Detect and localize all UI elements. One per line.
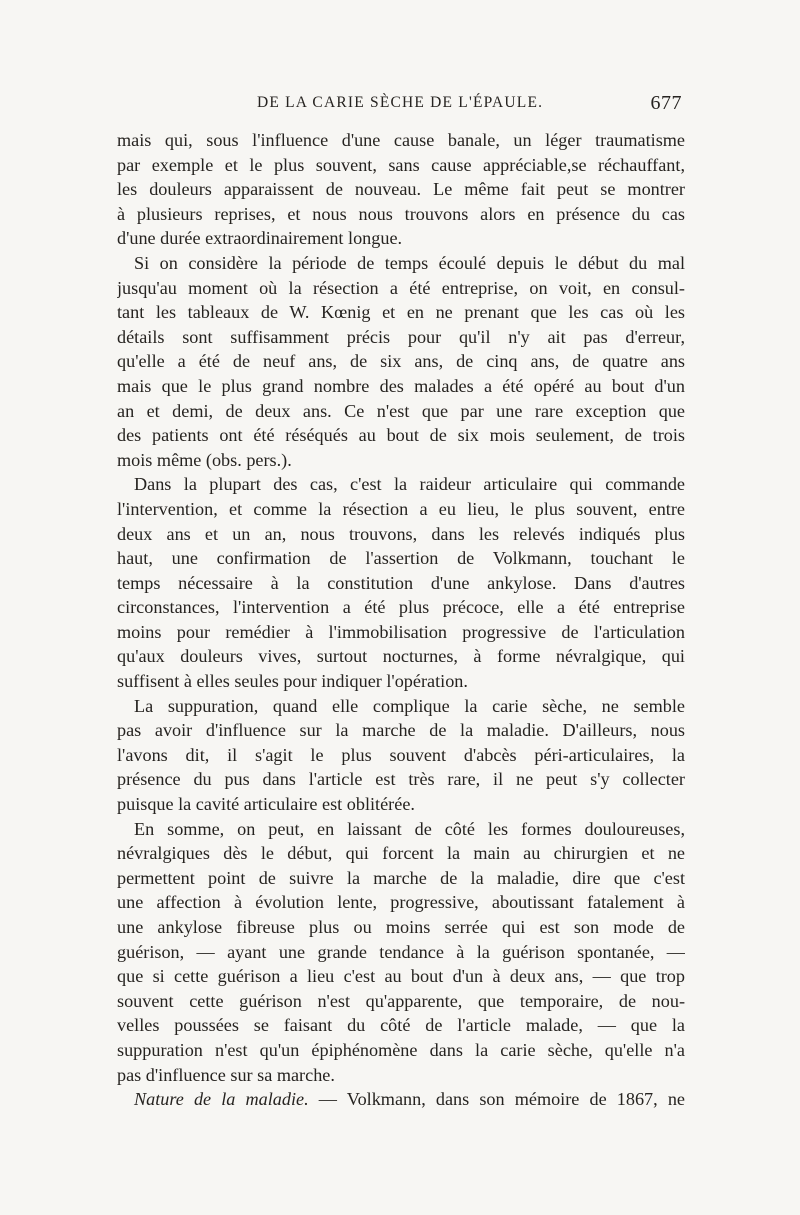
text-line: mais qui, sous l'influence d'une cause banale, un léger traumatisme	[117, 130, 685, 150]
text-line: les douleurs apparaissent de nouveau. Le même fait peut se montrer	[117, 179, 685, 200]
text-line: pas avoir d'influence sur la marche de la maladie. D'ailleurs, nous	[117, 720, 685, 741]
text-line: présence du pus dans l'article est très rare, il ne peut s'y collecter	[117, 769, 685, 790]
text-line: suffisent à elles seules pour indiquer l'opération.	[117, 671, 468, 692]
text-line: qu'elle a été de neuf ans, de six ans, de cinq ans, de quatre ans	[117, 351, 685, 372]
text-line: que si cette guérison a lieu c'est au bout d'un à deux ans, — que trop	[117, 966, 685, 987]
text-line: qu'aux douleurs vives, surtout nocturnes, à forme névralgique, qui	[117, 646, 685, 667]
text-line: an et demi, de deux ans. Ce n'est que par une rare exception que	[117, 400, 685, 421]
text-line: permettent point de suivre la marche de la maladie, dire que c'est	[117, 867, 685, 888]
text-line: une affection à évolution lente, progressive, aboutissant fatalement à	[117, 892, 685, 913]
text-line: l'intervention, et comme la résection a eu lieu, le plus souvent, entre	[117, 498, 685, 519]
text-line: temps nécessaire à la constitution d'une ankylose. Dans d'autres	[117, 572, 685, 593]
text-line: par exemple et le plus souvent, sans cause appréciable,se réchauffant,	[117, 154, 685, 175]
text-line: deux ans et un an, nous trouvons, dans les relevés indiqués plus	[117, 523, 685, 544]
text-line: souvent cette guérison n'est qu'apparente, que temporaire, de nou-	[117, 990, 685, 1011]
text-line: des patients ont été réséqués au bout de six mois seulement, de trois	[117, 425, 685, 446]
body-text	[117, 128, 685, 1112]
section-heading: Nature de la maladie.	[134, 1089, 309, 1110]
text-line: détails sont suffisamment précis pour qu'il n'y ait pas d'erreur,	[117, 326, 685, 347]
running-title: DE LA CARIE SÈCHE DE L'ÉPAULE.	[257, 94, 544, 111]
text-line: d'une durée extraordinairement longue.	[117, 228, 403, 249]
text-line: une ankylose fibreuse plus ou moins serrée qui est son mode de	[117, 917, 685, 937]
text-line: La suppuration, quand elle complique la carie sèche, ne semble	[134, 695, 685, 716]
text-line: l'avons dit, il s'agit le plus souvent d'abcès péri-articulaires, la	[117, 744, 685, 765]
text-line: pas d'influence sur sa marche.	[117, 1064, 335, 1085]
text-line: à plusieurs reprises, et nous nous trouvons alors en présence du cas	[117, 203, 685, 224]
text-line: moins pour remédier à l'immobilisation progressive de l'articulation	[117, 621, 685, 642]
section-text: — Volkmann, dans son mémoire de 1867, ne	[308, 1089, 685, 1110]
text-line: haut, une confirmation de l'assertion de Volkmann, touchant le	[117, 548, 685, 569]
text-line: circonstances, l'intervention a été plus précoce, elle a été entreprise	[117, 597, 685, 618]
text-line: jusqu'au moment où la résection a été entreprise, on voit, en consul-	[117, 277, 685, 298]
text-line: suppuration n'est qu'un épiphénomène dans la carie sèche, qu'elle n'a	[117, 1039, 685, 1060]
text-line: mois même (obs. pers.).	[117, 449, 292, 470]
text-line: En somme, on peut, en laissant de côté les formes douloureuses,	[134, 818, 685, 839]
text-line: puisque la cavité articulaire est oblitérée.	[117, 794, 415, 815]
text-line: tant les tableaux de W. Kœnig et en ne prenant que les cas où les	[117, 302, 685, 323]
section-heading-line	[117, 1087, 685, 1112]
page-header	[117, 92, 684, 118]
text-line: Si on considère la période de temps écoulé depuis le début du mal	[134, 252, 685, 273]
page-number: 677	[650, 92, 682, 114]
text-line: mais que le plus grand nombre des malades a été opéré au bout d'un	[117, 375, 685, 396]
text-line: Dans la plupart des cas, c'est la raideur articulaire qui commande	[134, 474, 685, 495]
text-line: névralgiques dès le début, qui forcent la main au chirurgien et ne	[117, 843, 685, 864]
text-line: guérison, — ayant une grande tendance à la guérison spontanée, —	[117, 941, 685, 962]
text-line: velles poussées se faisant du côté de l'article malade, — que la	[117, 1015, 685, 1036]
